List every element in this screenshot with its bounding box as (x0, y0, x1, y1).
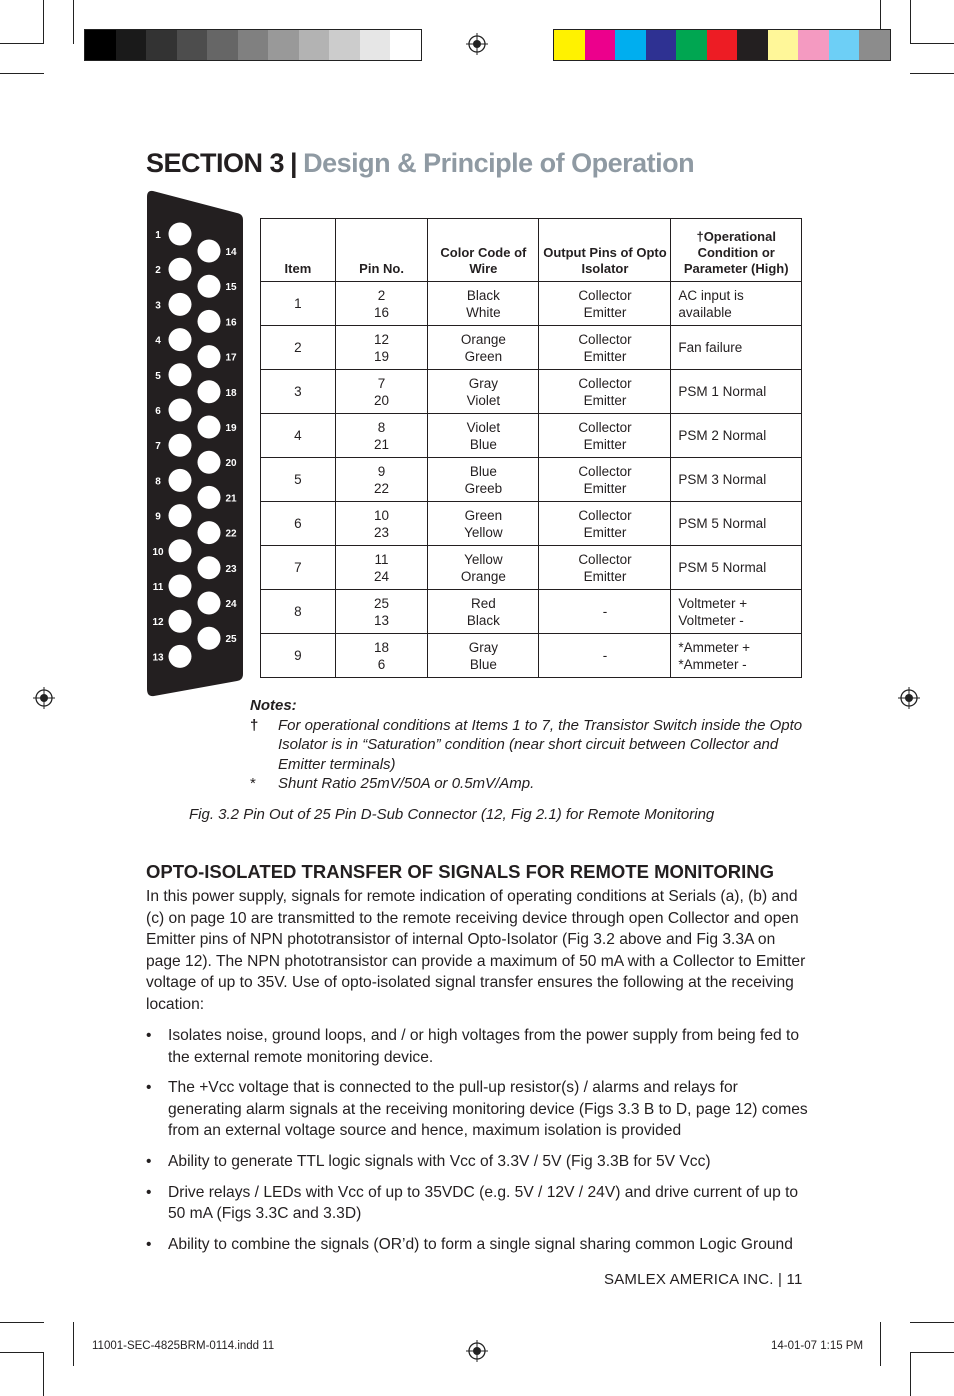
bullet-dot: • (146, 1027, 152, 1044)
pin-hole (198, 486, 221, 509)
pin-hole (169, 575, 192, 598)
color-cell-line: Yellow (464, 524, 503, 540)
param-cell-line: PSM 1 Normal (678, 384, 767, 399)
pin-number-label: 10 (152, 546, 164, 558)
col-header-item: Item (261, 219, 336, 282)
pin-hole (198, 451, 221, 474)
param-cell-line: PSM 5 Normal (678, 516, 767, 531)
pin-assignment-table (260, 218, 802, 678)
color-swatch (737, 30, 768, 60)
output-cell (539, 414, 671, 458)
output-cell-line: Collector (578, 331, 632, 347)
pin-hole (198, 416, 221, 439)
output-cell-line: Emitter (583, 392, 627, 408)
pin-cell-line: 16 (374, 304, 390, 320)
table-row (261, 414, 802, 458)
list-item (146, 1077, 811, 1142)
color-cell-line: Green (464, 507, 503, 523)
pin-hole (169, 610, 192, 633)
registration-mark-icon (33, 687, 55, 709)
color-cell-line: Orange (460, 568, 506, 584)
pin-cell-line: 13 (374, 612, 390, 628)
crop-mark (910, 1352, 911, 1396)
param-cell (671, 370, 802, 414)
pin-number-label: 1 (155, 230, 161, 241)
pin-cell (335, 634, 427, 678)
pin-number-label: 8 (155, 476, 161, 488)
note-star-text: Shunt Ratio 25mV/50A or 0.5mV/Amp. (278, 775, 535, 792)
color-cell (428, 414, 539, 458)
param-cell-line: Voltmeter + (678, 595, 748, 611)
table-row (261, 458, 802, 502)
color-swatch (646, 30, 677, 60)
output-cell-line: Emitter (583, 480, 627, 496)
col-header-color-code: Color Code of Wire (428, 219, 539, 282)
col-header-operational-condition: †Operational Condition or Parameter (High) (671, 219, 802, 282)
pin-cell (335, 458, 427, 502)
param-cell (671, 414, 802, 458)
pin-hole (198, 380, 221, 403)
pin-hole (198, 345, 221, 368)
output-cell-line: Collector (578, 287, 632, 303)
pin-number-label: 19 (225, 423, 237, 434)
param-cell (671, 502, 802, 546)
output-cell (539, 326, 671, 370)
pin-number-label: 24 (225, 599, 237, 610)
param-cell-line: PSM 5 Normal (678, 560, 767, 575)
color-cell-line: Violet (466, 392, 501, 408)
dagger-mark: † (250, 716, 259, 734)
bullet-dot: • (146, 1235, 152, 1253)
output-cell-line: Collector (578, 507, 632, 523)
bullet-list (146, 1025, 811, 1264)
pin-cell-line: 7 (377, 375, 386, 391)
pin-hole (169, 539, 192, 562)
color-cell-line: Blue (469, 656, 497, 672)
param-cell-line: PSM 2 Normal (678, 428, 767, 443)
section-title (146, 148, 694, 179)
pin-number-label: 13 (152, 652, 164, 664)
pin-hole (198, 592, 221, 615)
process-color-bar (553, 29, 891, 61)
bullet-dot: • (146, 1183, 152, 1201)
pin-cell-line: 20 (374, 392, 390, 408)
param-cell (671, 282, 802, 326)
item-cell (261, 282, 336, 326)
bullet-text: Ability to combine the signals (OR’d) to form a single signal sharing common Logic Ground (168, 1235, 793, 1253)
pin-cell (335, 546, 427, 590)
color-swatch (177, 30, 208, 60)
bullet-text: Ability to generate TTL logic signals with Vcc of 3.3V / 5V (Fig 3.3B for 5V Vcc) (168, 1152, 711, 1170)
item-cell-line: 1 (294, 296, 302, 311)
pin-cell-line: 8 (377, 419, 386, 435)
color-swatch (360, 30, 391, 60)
pin-cell-line: 12 (374, 331, 390, 347)
pin-number-label: 3 (155, 300, 161, 312)
title-separator: | (290, 148, 298, 178)
pin-hole (198, 556, 221, 579)
pin-number-label: 23 (225, 563, 237, 575)
section-number: SECTION 3 (146, 148, 285, 178)
color-swatch (207, 30, 238, 60)
pin-cell (335, 414, 427, 458)
color-cell (428, 546, 539, 590)
output-cell-line: Collector (578, 463, 632, 479)
pin-cell-line: 10 (374, 507, 390, 523)
pin-number-label: 2 (155, 265, 161, 277)
item-cell (261, 414, 336, 458)
pin-hole (169, 293, 192, 316)
output-cell-line: Emitter (583, 436, 627, 452)
pin-number-label: 11 (152, 582, 164, 593)
color-swatch (829, 30, 860, 60)
crop-mark (43, 1352, 44, 1396)
color-cell-line: Violet (466, 419, 501, 435)
table-row (261, 370, 802, 414)
registration-mark-icon (466, 1340, 488, 1362)
color-cell (428, 502, 539, 546)
item-cell (261, 370, 336, 414)
pin-cell-line: 6 (377, 656, 386, 672)
pin-hole (169, 258, 192, 281)
color-cell-line: Red (471, 595, 496, 611)
bullet-text: Drive relays / LEDs with Vcc of up to 35VDC (e.g. 5V / 12V / 24V) and drive current of up to 50 mA (Figs 3.3C and 3.3D) (168, 1183, 799, 1223)
section-name: Design & Principle of Operation (303, 148, 695, 178)
color-swatch (676, 30, 707, 60)
item-cell-line: 8 (294, 604, 302, 619)
output-cell-line: Emitter (583, 568, 627, 584)
pin-cell-line: 2 (377, 287, 386, 303)
pin-number-label: 17 (225, 352, 237, 364)
note-dagger-text: For operational conditions at Items 1 to 7, the Transistor Switch inside the Opto Isolator is in “Saturation” condition (near short circuit between Collector and Emitter terminals) (278, 716, 803, 773)
pin-number-label: 25 (225, 634, 237, 646)
color-swatch (238, 30, 269, 60)
page-footer: SAMLEX AMERICA INC. | 11 (604, 1271, 803, 1288)
color-cell (428, 590, 539, 634)
crop-mark (910, 43, 954, 44)
note-star (250, 774, 823, 794)
color-cell-line: Black (466, 287, 500, 303)
pin-number-label: 20 (225, 458, 237, 470)
pin-cell-line: 21 (374, 436, 390, 452)
table-row (261, 326, 802, 370)
notes-heading: Notes: (250, 697, 297, 714)
item-cell-line: 7 (294, 560, 302, 575)
crop-mark (0, 43, 44, 44)
item-cell-line: 6 (294, 516, 302, 531)
param-cell (671, 546, 802, 590)
pin-hole (169, 434, 192, 457)
color-swatch (390, 30, 421, 60)
pin-number-label: 4 (155, 335, 161, 347)
output-cell-line: Emitter (583, 304, 627, 320)
crop-mark (910, 1352, 954, 1353)
color-cell-line: Black (466, 612, 500, 628)
pin-cell-line: 24 (374, 568, 390, 584)
pin-cell (335, 370, 427, 414)
section-heading: OPTO-ISOLATED TRANSFER OF SIGNALS FOR REMOTE MONITORING (146, 861, 774, 882)
col-header-output-pins: Output Pins of Opto Isolator (539, 219, 671, 282)
grayscale-color-bar (84, 29, 422, 61)
pin-cell (335, 502, 427, 546)
crop-mark (910, 73, 954, 74)
color-cell-line: Gray (468, 639, 499, 655)
crop-mark (73, 0, 74, 44)
output-cell-line: Emitter (583, 524, 627, 540)
registration-mark-icon (898, 687, 920, 709)
item-cell-line: 3 (294, 384, 302, 399)
pin-number-label: 16 (225, 317, 237, 329)
crop-mark (0, 73, 44, 74)
param-cell (671, 634, 802, 678)
print-slug-date: 14-01-07 1:15 PM (771, 1340, 864, 1352)
output-cell (539, 370, 671, 414)
item-cell (261, 458, 336, 502)
pin-number-label: 7 (155, 441, 161, 453)
param-cell-line: Voltmeter - (678, 612, 744, 628)
pin-number-label: 12 (152, 617, 164, 629)
pin-hole (198, 310, 221, 333)
pin-hole (169, 504, 192, 527)
pin-hole (169, 645, 192, 668)
bullet-text: The +Vcc voltage that is connected to the pull-up resistor(s) / alarms and relays for generating alarm signals at the receiving monitoring device (Figs 3.3 B to D, page 12) comes from an external voltage source and hence, maximum isolation is provided (168, 1079, 808, 1140)
color-swatch (798, 30, 829, 60)
color-cell-line: Gray (468, 375, 499, 391)
item-cell (261, 590, 336, 634)
crop-mark (73, 1322, 74, 1366)
pin-hole (198, 627, 221, 650)
item-cell-line: 9 (294, 648, 302, 663)
dsub-25-connector-diagram (145, 187, 245, 699)
list-item (146, 1025, 811, 1068)
output-cell (539, 458, 671, 502)
item-cell (261, 546, 336, 590)
figure-caption: Fig. 3.2 Pin Out of 25 Pin D-Sub Connector (12, Fig 2.1) for Remote Monitoring (189, 806, 715, 823)
param-cell-line: *Ammeter + (678, 639, 751, 655)
pin-cell-line: 25 (374, 595, 390, 611)
output-cell-line: Collector (578, 551, 632, 567)
pin-hole (169, 223, 192, 246)
table-row (261, 546, 802, 590)
color-swatch (116, 30, 147, 60)
color-swatch (707, 30, 738, 60)
bullet-dot: • (146, 1152, 152, 1170)
pin-hole (169, 469, 192, 492)
crop-mark (0, 1322, 44, 1323)
pin-number-label: 6 (155, 406, 161, 417)
col-header-pin-no: Pin No. (335, 219, 427, 282)
output-cell (539, 502, 671, 546)
pin-cell-line: 23 (374, 524, 390, 540)
pin-cell-line: 18 (374, 639, 390, 655)
crop-mark (910, 0, 911, 44)
table-row (261, 502, 802, 546)
registration-mark-icon (466, 33, 488, 55)
pin-cell (335, 590, 427, 634)
pin-cell-line: 19 (374, 348, 390, 364)
color-cell (428, 370, 539, 414)
color-swatch (268, 30, 299, 60)
table-row (261, 634, 802, 678)
output-cell (539, 634, 671, 678)
item-cell-line: 4 (294, 428, 302, 443)
pin-hole (198, 275, 221, 298)
crop-mark (880, 1322, 881, 1366)
body-paragraph: In this power supply, signals for remote indication of operating conditions at Serials (a), (b) and (c) on page 10 are transmitted to the remote receiving device through open Collector and open Emitter pins of NPN phototransistor of internal Opto-Isolator (Fig 3.2 above and Fig 3.3A on page 12). The NPN phototransistor can provide a maximum of 50 mA with a Collector to Emitter voltage of up to 35V. Use of opto-isolated signal transfer ensures the following at the receiving location: (146, 888, 806, 1013)
crop-mark (43, 0, 44, 44)
param-cell-line: PSM 3 Normal (678, 472, 767, 487)
pin-hole (169, 399, 192, 422)
crop-mark (0, 1352, 44, 1353)
output-cell-line: Collector (578, 375, 632, 391)
output-cell (539, 590, 671, 634)
item-cell (261, 634, 336, 678)
param-cell (671, 326, 802, 370)
pin-cell (335, 326, 427, 370)
param-cell (671, 590, 802, 634)
param-cell-line: AC input is (678, 287, 744, 303)
color-cell-line: Greeb (464, 480, 503, 496)
table-row (261, 282, 802, 326)
output-cell-line: Collector (578, 419, 632, 435)
color-swatch (859, 30, 890, 60)
bullet-text: Isolates noise, ground loops, and / or high voltages from the power supply from being fed to the external remote monitoring device. (168, 1027, 800, 1066)
color-swatch (585, 30, 616, 60)
color-cell (428, 282, 539, 326)
crop-mark (910, 1322, 954, 1323)
pin-cell (335, 282, 427, 326)
output-cell-line: Emitter (583, 348, 627, 364)
list-item (146, 1234, 811, 1256)
list-item (146, 1182, 811, 1225)
notes-block (250, 696, 823, 794)
pin-hole (169, 328, 192, 351)
color-cell (428, 326, 539, 370)
print-slug-file: 11001-SEC-4825BRM-0114.indd 11 (92, 1340, 275, 1352)
pin-number-label: 5 (155, 370, 161, 382)
pin-hole (198, 521, 221, 544)
output-cell-line: - (602, 604, 608, 619)
color-cell (428, 634, 539, 678)
output-cell (539, 546, 671, 590)
bullet-dot: • (146, 1079, 152, 1097)
color-swatch (85, 30, 116, 60)
item-cell-line: 5 (294, 472, 302, 487)
pin-cell-line: 22 (374, 480, 390, 496)
pin-number-label: 15 (225, 282, 237, 294)
star-mark: * (250, 775, 256, 792)
color-swatch (146, 30, 177, 60)
pin-hole (198, 240, 221, 263)
color-swatch (329, 30, 360, 60)
pin-number-label: 9 (155, 511, 161, 523)
color-swatch (615, 30, 646, 60)
pin-number-label: 14 (225, 247, 237, 258)
color-cell (428, 458, 539, 502)
table-header-row (261, 219, 802, 282)
param-cell (671, 458, 802, 502)
output-cell-line: - (602, 648, 608, 663)
pin-number-label: 22 (225, 528, 237, 540)
color-cell-line: White (466, 304, 501, 320)
pin-number-label: 18 (225, 387, 237, 399)
pin-hole (169, 363, 192, 386)
color-cell-line: Green (464, 348, 503, 364)
param-cell-line: available (678, 304, 732, 320)
pin-cell-line: 11 (374, 551, 389, 567)
item-cell-line: 2 (294, 340, 302, 355)
color-cell-line: Yellow (464, 551, 503, 567)
table-row (261, 590, 802, 634)
color-cell-line: Blue (469, 436, 497, 452)
color-swatch (299, 30, 330, 60)
pin-number-label: 21 (225, 493, 237, 505)
param-cell-line: Fan failure (678, 340, 743, 355)
param-cell-line: *Ammeter - (678, 656, 747, 672)
output-cell (539, 282, 671, 326)
color-cell-line: Blue (469, 463, 497, 479)
list-item (146, 1151, 811, 1173)
color-swatch (768, 30, 799, 60)
note-dagger (250, 716, 823, 775)
color-swatch (554, 30, 585, 60)
pin-cell-line: 9 (377, 463, 386, 479)
color-cell-line: Orange (460, 331, 506, 347)
item-cell (261, 326, 336, 370)
item-cell (261, 502, 336, 546)
